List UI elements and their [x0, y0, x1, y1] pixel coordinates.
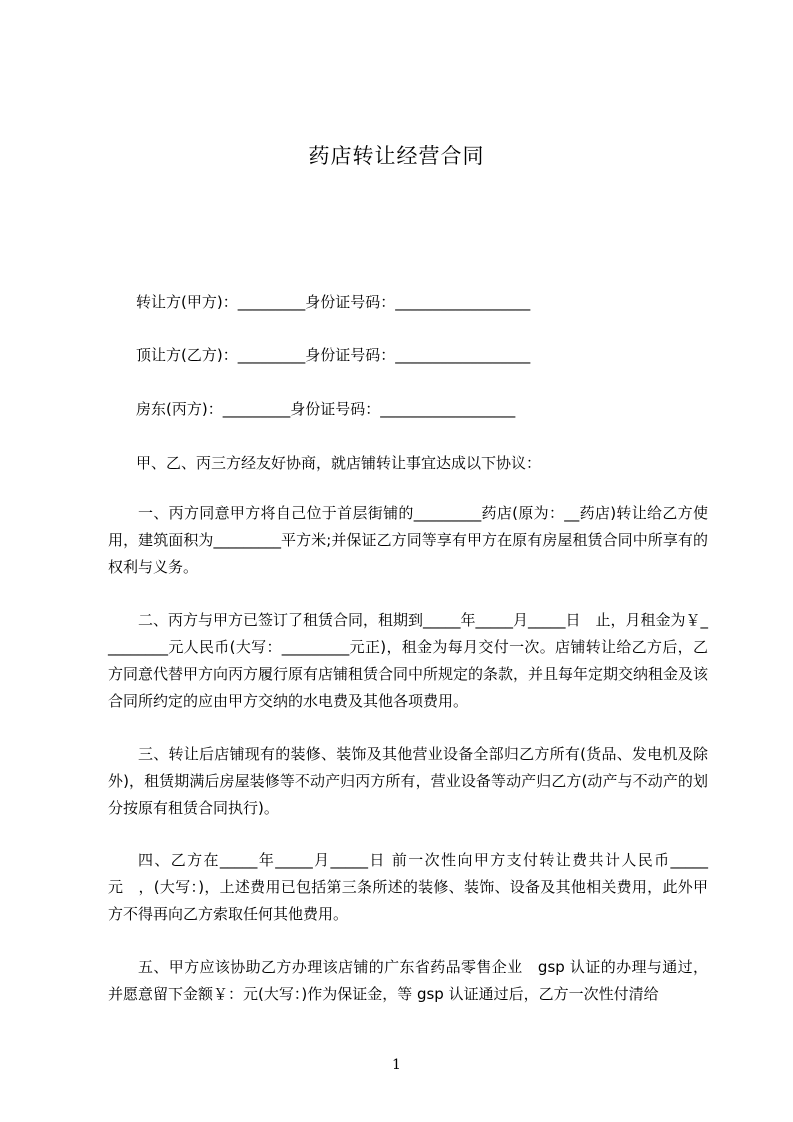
- party-landlord-line: 房东(丙方)：_________身份证号码：__________________: [136, 400, 516, 418]
- party-transferee-line: 顶让方(乙方)：_________身份证号码：__________________: [136, 346, 531, 364]
- document-title: 药店转让经营合同: [308, 144, 485, 168]
- clause-4: 四、乙方在_____年_____月_____日 前一次性向甲方支付转让费共计人民币_____元 ，(大写：)，上述费用已包括第三条所述的装修、装饰、设备及其他相关费用，此外甲方不得再向乙方索取任何其他费用。: [108, 851, 708, 923]
- agreement-intro: 甲、乙、丙三方经友好协商，就店铺转让事宜达成以下协议：: [136, 454, 542, 472]
- clause-3: 三、转让后店铺现有的装修、装饰及其他营业设备全部归乙方所有(货品、发电机及除外)，租赁期满后房屋装修等不动产归丙方所有，营业设备等动产归乙方(动产与不动产的划分按原有租赁合同执行)。: [108, 745, 708, 817]
- page-number: 1: [392, 1057, 401, 1073]
- clause-5: 五、甲方应该协助乙方办理该店铺的广东省药品零售企业 gsp 认证的办理与通过，并愿意留下金额￥：元(大写：)作为保证金，等 gsp 认证通过后，乙方一次性付清给: [108, 958, 708, 1003]
- clause-2: 二、丙方与甲方已签订了租赁合同，租期到_____年_____月_____日 止，月租金为￥_________元人民币(大写：_________元正)，租金为每月交付一次。店铺转让给乙方后，乙方同意代替甲方向丙方履行原有店铺租赁合同中所规定的条款，并且每年定期交纳租金及该合同所约定的应由甲方交纳的水电费及其他各项费用。: [108, 611, 709, 710]
- party-transferor-line: 转让方(甲方)：_________身份证号码：__________________: [136, 293, 531, 311]
- clause-1: 一、丙方同意甲方将自己位于首层街铺的_________药店(原为：__药店)转让给乙方使用，建筑面积为_________平方米;并保证乙方同等享有甲方在原有房屋租赁合同中所享有的权利与义务。: [108, 504, 708, 576]
